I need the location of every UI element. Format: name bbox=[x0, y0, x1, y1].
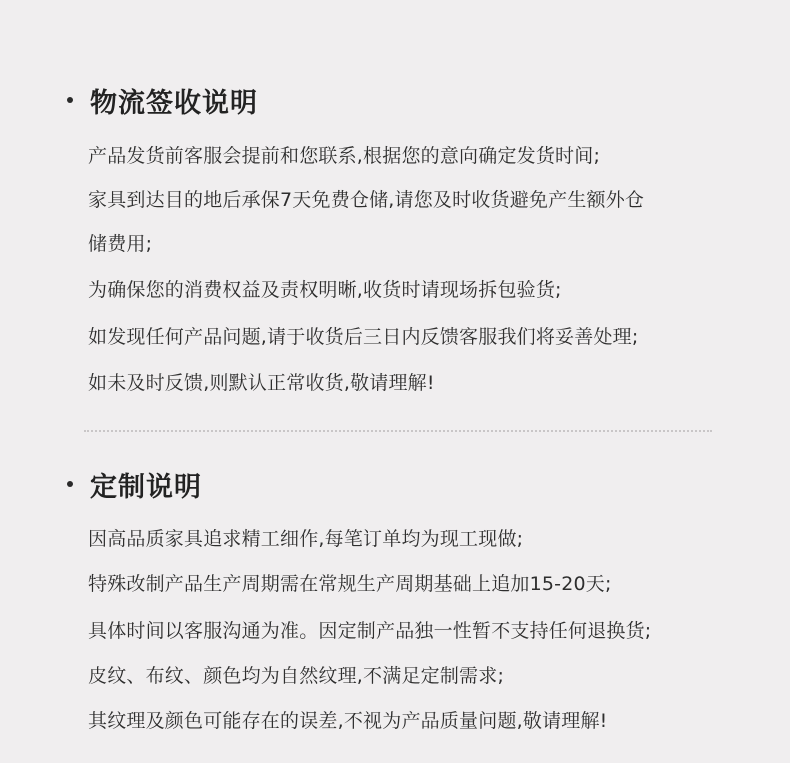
bullet-dot-icon bbox=[67, 97, 73, 103]
section-title: 定制说明 bbox=[90, 471, 202, 503]
text-line: 特殊改制产品生产周期需在常规生产周期基础上追加15-20天; bbox=[88, 573, 612, 595]
text-line: 因高品质家具追求精工细作,每笔订单均为现工现做; bbox=[88, 528, 524, 550]
dotted-divider bbox=[84, 430, 712, 432]
customization-heading bbox=[67, 464, 202, 504]
text-line: 为确保您的消费权益及责权明晰,收货时请现场拆包验货; bbox=[88, 279, 562, 301]
logistics-heading bbox=[67, 80, 258, 120]
section-title: 物流签收说明 bbox=[90, 87, 258, 119]
text-line: 皮纹、布纹、颜色均为自然纹理,不满足定制需求; bbox=[88, 665, 505, 687]
text-line: 产品发货前客服会提前和您联系,根据您的意向确定发货时间; bbox=[88, 145, 601, 167]
text-line: 如发现任何产品问题,请于收货后三日内反馈客服我们将妥善处理; bbox=[88, 326, 639, 348]
bullet-dot-icon bbox=[67, 481, 73, 487]
text-line: 其纹理及颜色可能存在的误差,不视为产品质量问题,敬请理解! bbox=[88, 710, 608, 732]
text-line: 家具到达目的地后承保7天免费仓储,请您及时收货避免产生额外仓 bbox=[88, 189, 645, 211]
text-line: 具体时间以客服沟通为准。因定制产品独一性暂不支持任何退换货; bbox=[88, 620, 652, 642]
text-line: 如未及时反馈,则默认正常收货,敬请理解! bbox=[88, 372, 435, 394]
text-line: 储费用; bbox=[88, 233, 153, 255]
